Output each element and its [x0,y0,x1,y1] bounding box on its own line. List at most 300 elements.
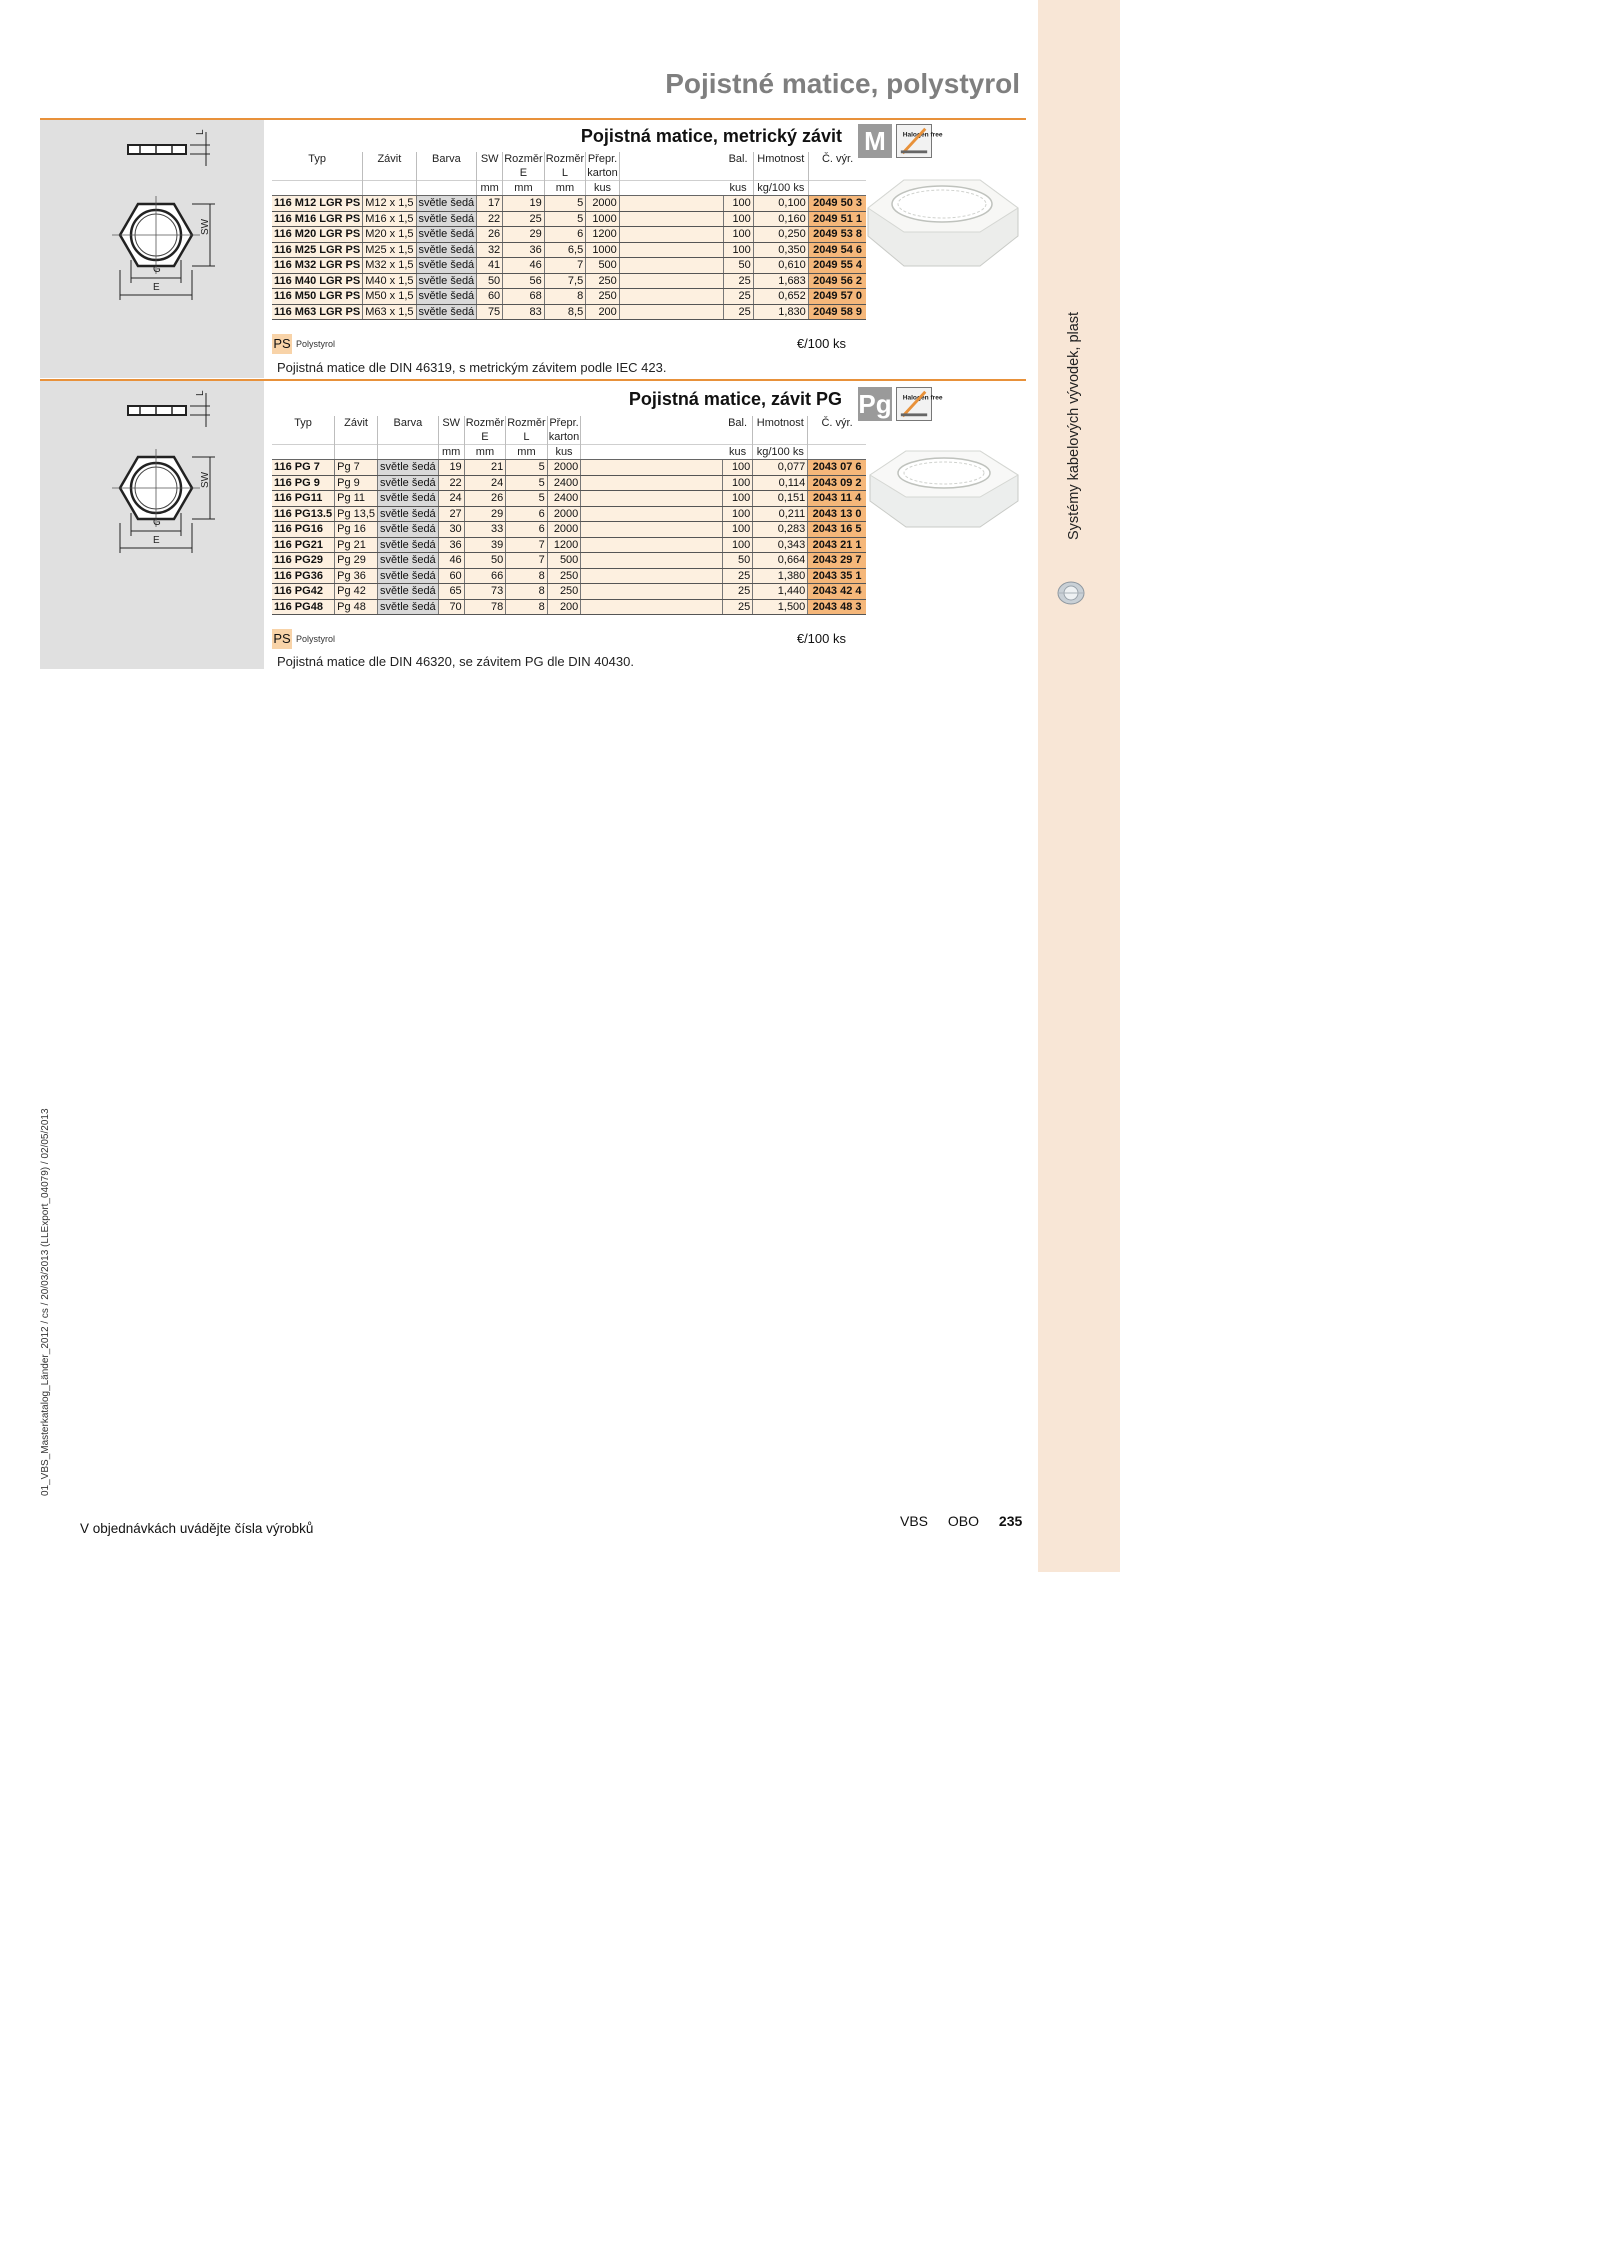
cell-cislo: 2043 09 2 [808,475,866,491]
material-name: Polystyrol [296,339,336,349]
cell-barva: světle šedá [416,304,477,320]
cell-typ: 116 PG48 [272,599,335,615]
cell-sw: 30 [438,522,464,538]
cell-bal: 100 [723,506,753,522]
cell-typ: 116 PG16 [272,522,335,538]
cell-sw: 24 [438,491,464,507]
col-rozmer-e-line2: E [481,431,489,443]
cell-karton: 2000 [547,506,581,522]
cell-cislo: 2043 13 0 [808,506,866,522]
cell-sw: 19 [438,460,464,476]
spec-table-pg [272,416,866,615]
cell-rozmer-l: 8,5 [544,304,586,320]
cell-hmotnost: 0,350 [753,242,808,258]
cell-karton: 500 [586,258,620,274]
cell-karton: 200 [547,599,581,615]
label-sw: SW [200,471,211,488]
cell-hmotnost: 1,440 [753,584,808,600]
cell-rozmer-l: 8 [506,568,548,584]
section-note: Pojistná matice dle DIN 46319, s metrickým závitem podle IEC 423. [277,360,667,375]
cell-barva: světle šedá [416,289,477,305]
cell-karton: 200 [586,304,620,320]
unit-cell [272,181,363,196]
cell-sw: 70 [438,599,464,615]
cell-blank [581,599,723,615]
cell-barva: světle šedá [378,491,439,507]
table-row [272,242,866,258]
col-karton-line1: Přepr. [549,417,579,429]
col-bal: Bal. [728,417,748,429]
label-e: E [153,535,160,546]
col-sw: SW [438,416,464,445]
cell-typ: 116 M25 LGR PS [272,242,363,258]
cell-hmotnost: 0,160 [753,211,808,227]
cell-rozmer-e: 19 [503,196,545,212]
col-rozmer-l [506,416,548,445]
table-row [272,506,866,522]
cell-rozmer-l: 6,5 [544,242,586,258]
col-rozmer-l [544,152,586,181]
cell-zavit: M20 x 1,5 [363,227,416,243]
cell-sw: 36 [438,537,464,553]
cell-karton: 2000 [547,460,581,476]
cell-typ: 116 PG29 [272,553,335,569]
col-hmotnost: Hmotnost [753,152,808,181]
cell-bal: 100 [723,242,753,258]
halogen-icon-text: Halogen free [902,394,943,402]
cell-karton: 250 [547,568,581,584]
cell-bal: 100 [723,537,753,553]
table-row [272,289,866,305]
unit-cell: kus [723,181,753,196]
col-rozmer-l-line2: L [561,167,569,179]
unit-cell: mm [438,445,464,460]
cell-barva: světle šedá [378,522,439,538]
cell-blank [581,537,723,553]
product-photo-metric [858,170,1026,278]
table-row [272,211,866,227]
cell-bal: 25 [723,273,753,289]
cell-zavit: M25 x 1,5 [363,242,416,258]
cell-hmotnost: 0,250 [753,227,808,243]
cell-typ: 116 M16 LGR PS [272,211,363,227]
cell-bal: 25 [723,304,753,320]
table-row [272,553,866,569]
cell-bal: 25 [723,584,753,600]
cell-barva: světle šedá [378,568,439,584]
side-strip [1038,0,1120,1572]
label-sw: SW [200,218,211,235]
cell-cislo: 2049 50 3 [808,196,866,212]
cell-bal: 25 [723,289,753,305]
cell-blank [581,522,723,538]
cell-karton: 250 [547,584,581,600]
cell-cislo: 2043 11 4 [808,491,866,507]
material-code: PS [272,629,292,649]
cell-hmotnost: 1,380 [753,568,808,584]
col-bal: Bal. [728,153,748,165]
cell-rozmer-e: 25 [503,211,545,227]
unit-cell: mm [506,445,548,460]
cell-sw: 75 [477,304,503,320]
cell-karton: 250 [586,289,620,305]
technical-drawing [40,120,264,378]
cell-zavit: Pg 13,5 [335,506,378,522]
cell-bal: 25 [723,568,753,584]
col-karton [547,416,581,445]
cell-rozmer-e: 21 [464,460,506,476]
cell-barva: světle šedá [416,211,477,227]
cell-rozmer-e: 33 [464,522,506,538]
unit-cell [619,181,723,196]
cell-rozmer-e: 50 [464,553,506,569]
cell-zavit: Pg 9 [335,475,378,491]
cell-rozmer-l: 5 [506,475,548,491]
cell-cislo: 2043 35 1 [808,568,866,584]
unit-cell: kus [547,445,581,460]
cell-rozmer-e: 56 [503,273,545,289]
label-l: L [195,390,206,396]
unit-cell [378,445,439,460]
cell-barva: světle šedá [416,227,477,243]
col-karton-line2: karton [548,431,580,443]
unit-cell: kg/100 ks [753,445,808,460]
cell-karton: 2000 [586,196,620,212]
col-rozmer-l-line2: L [523,431,530,443]
cell-typ: 116 M63 LGR PS [272,304,363,320]
cell-sw: 60 [438,568,464,584]
cell-karton: 2400 [547,491,581,507]
table-header-row [272,416,866,445]
cell-zavit: Pg 42 [335,584,378,600]
col-sw: SW [477,152,503,181]
cell-sw: 22 [477,211,503,227]
label-l: L [195,129,206,135]
cell-zavit: Pg 16 [335,522,378,538]
cell-bal: 25 [723,599,753,615]
thread-badge: Pg [858,389,892,419]
cell-zavit: Pg 21 [335,537,378,553]
cell-rozmer-e: 39 [464,537,506,553]
footer-right [900,1513,1022,1529]
col-cislo: Č. výr. [808,152,866,181]
cell-hmotnost: 0,610 [753,258,808,274]
section-pg [40,379,1026,671]
cell-blank [619,227,723,243]
col-rozmer-e-line1: Rozměr [504,153,543,165]
cell-blank [581,491,723,507]
cell-rozmer-e: 46 [503,258,545,274]
cell-sw: 46 [438,553,464,569]
cell-rozmer-l: 7,5 [544,273,586,289]
page-number: 235 [998,1513,1023,1529]
cell-blank [619,273,723,289]
price-unit: €/100 ks [796,336,846,351]
cell-cislo: 2043 42 4 [808,584,866,600]
cell-zavit: M40 x 1,5 [363,273,416,289]
col-cislo: Č. výr. [808,416,866,445]
cell-hmotnost: 0,211 [753,506,808,522]
cell-karton: 500 [547,553,581,569]
col-typ: Typ [308,153,326,165]
unit-cell [581,445,723,460]
cell-blank [581,553,723,569]
unit-cell [808,445,866,460]
cell-barva: světle šedá [416,242,477,258]
table-units-row [272,181,866,196]
cell-rozmer-l: 5 [544,196,586,212]
cell-rozmer-e: 29 [503,227,545,243]
unit-cell [335,445,378,460]
cell-barva: světle šedá [378,460,439,476]
table-row [272,227,866,243]
cell-rozmer-l: 6 [506,506,548,522]
cell-bal: 100 [723,475,753,491]
halogen-icon-text: Halogen free [902,131,943,139]
cell-cislo: 2043 21 1 [808,537,866,553]
cell-typ: 116 M40 LGR PS [272,273,363,289]
cell-zavit: Pg 11 [335,491,378,507]
cell-blank [581,475,723,491]
cell-blank [581,568,723,584]
cell-blank [619,289,723,305]
cell-typ: 116 PG 7 [272,460,335,476]
unit-cell [272,445,335,460]
cell-hmotnost: 0,664 [753,553,808,569]
cell-sw: 27 [438,506,464,522]
cell-karton: 1000 [586,211,620,227]
cell-rozmer-l: 5 [506,491,548,507]
table-row [272,273,866,289]
table-units-row [272,445,866,460]
table-row [272,537,866,553]
unit-cell: mm [503,181,545,196]
cell-blank [581,460,723,476]
col-zavit: Závit [363,152,416,181]
cell-rozmer-l: 8 [544,289,586,305]
unit-cell: mm [544,181,586,196]
cell-cislo: 2049 51 1 [808,211,866,227]
cell-typ: 116 M20 LGR PS [272,227,363,243]
cell-rozmer-e: 68 [503,289,545,305]
technical-drawing [40,381,264,669]
cell-hmotnost: 1,830 [753,304,808,320]
cell-hmotnost: 0,100 [753,196,808,212]
cell-zavit: M12 x 1,5 [363,196,416,212]
section-title: Pojistná matice, metrický závit [580,126,842,146]
cell-rozmer-l: 5 [544,211,586,227]
cell-karton: 1000 [586,242,620,258]
cell-sw: 41 [477,258,503,274]
cell-zavit: M16 x 1,5 [363,211,416,227]
cell-bal: 100 [723,522,753,538]
cell-barva: světle šedá [378,553,439,569]
cell-hmotnost: 1,500 [753,599,808,615]
cell-cislo: 2043 16 5 [808,522,866,538]
cell-cislo: 2049 57 0 [808,289,866,305]
cell-barva: světle šedá [416,258,477,274]
cell-karton: 1200 [586,227,620,243]
cell-typ: 116 PG11 [272,491,335,507]
material-row [272,334,846,354]
cell-hmotnost: 0,077 [753,460,808,476]
cell-sw: 60 [477,289,503,305]
cell-typ: 116 PG42 [272,584,335,600]
table-row [272,599,866,615]
cell-barva: světle šedá [378,537,439,553]
cell-rozmer-e: 83 [503,304,545,320]
halogen-free-icon [896,124,943,158]
cell-rozmer-e: 29 [464,506,506,522]
page-title: Pojistné matice, polystyrol [665,68,1020,99]
section-note: Pojistná matice dle DIN 46320, se závitem PG dle DIN 40430. [277,654,634,669]
cell-rozmer-e: 24 [464,475,506,491]
cell-bal: 50 [723,553,753,569]
cell-rozmer-e: 66 [464,568,506,584]
col-rozmer-e [503,152,545,181]
thread-badge: M [858,124,892,158]
cell-sw: 26 [477,227,503,243]
cell-bal: 100 [723,211,753,227]
cell-rozmer-e: 78 [464,599,506,615]
section-metric [40,118,1026,378]
cell-barva: světle šedá [378,599,439,615]
cell-rozmer-l: 7 [506,537,548,553]
cell-hmotnost: 0,114 [753,475,808,491]
gland-nut-icon [1056,580,1086,606]
cell-rozmer-e: 36 [503,242,545,258]
cell-bal: 100 [723,460,753,476]
col-blank [581,416,723,445]
cell-sw: 22 [438,475,464,491]
cell-typ: 116 PG36 [272,568,335,584]
cell-barva: světle šedá [378,584,439,600]
halogen-free-icon [896,387,943,421]
table-row [272,491,866,507]
table-row [272,475,866,491]
cell-karton: 1200 [547,537,581,553]
col-karton-line1: Přepr. [587,153,618,165]
cell-zavit: M63 x 1,5 [363,304,416,320]
col-rozmer-l-line1: Rozměr [545,153,585,165]
cell-sw: 32 [477,242,503,258]
cell-bal: 100 [723,196,753,212]
section-title: Pojistná matice, závit PG [628,389,842,409]
cell-barva: světle šedá [416,196,477,212]
table-row [272,304,866,320]
footer-note: V objednávkách uvádějte čísla výrobků [80,1521,314,1536]
cell-karton: 2400 [547,475,581,491]
price-unit: €/100 ks [796,631,846,646]
col-rozmer-e [464,416,506,445]
cell-typ: 116 PG21 [272,537,335,553]
cell-hmotnost: 0,283 [753,522,808,538]
cell-barva: světle šedá [378,475,439,491]
file-code: 01_VBS_Masterkatalog_Länder_2012 / cs / 20/03/2013 (LLExport_04079) / 02/05/2013 [40,1108,51,1496]
unit-cell: kus [586,181,620,196]
cell-bal: 50 [723,258,753,274]
material-code: PS [272,334,292,354]
nut-drawing-svg [40,381,264,669]
cell-rozmer-l: 7 [544,258,586,274]
cell-typ: 116 M50 LGR PS [272,289,363,305]
label-e: E [153,282,160,293]
table-row [272,460,866,476]
unit-cell [808,181,866,196]
col-typ: Typ [294,417,312,429]
cell-cislo: 2049 55 4 [808,258,866,274]
col-hmotnost: Hmotnost [753,416,808,445]
table-row [272,258,866,274]
cell-bal: 100 [723,227,753,243]
cell-blank [619,304,723,320]
cell-rozmer-l: 8 [506,599,548,615]
cell-blank [581,506,723,522]
cell-sw: 17 [477,196,503,212]
col-barva: Barva [378,416,439,445]
cell-barva: světle šedá [416,273,477,289]
unit-cell [363,181,416,196]
cell-hmotnost: 1,683 [753,273,808,289]
col-rozmer-e-line2: E [519,167,528,179]
table-body [272,196,866,320]
cell-cislo: 2043 07 6 [808,460,866,476]
cell-bal: 100 [723,491,753,507]
table-row [272,584,866,600]
cell-zavit: M32 x 1,5 [363,258,416,274]
cell-cislo: 2043 29 7 [808,553,866,569]
cell-blank [619,211,723,227]
cell-rozmer-l: 6 [544,227,586,243]
material-name: Polystyrol [296,634,336,644]
cell-blank [619,258,723,274]
label-g: G [153,264,161,275]
footer-brand-vbs: VBS [900,1513,929,1529]
cell-karton: 250 [586,273,620,289]
cell-blank [619,242,723,258]
col-karton [586,152,620,181]
cell-zavit: Pg 29 [335,553,378,569]
cell-rozmer-e: 73 [464,584,506,600]
cell-cislo: 2049 56 2 [808,273,866,289]
cell-hmotnost: 0,151 [753,491,808,507]
unit-cell: kus [723,445,753,460]
unit-cell [416,181,477,196]
cell-cislo: 2049 53 8 [808,227,866,243]
cell-cislo: 2049 58 9 [808,304,866,320]
product-photo-pg [862,443,1026,539]
cell-rozmer-e: 26 [464,491,506,507]
cell-sw: 50 [477,273,503,289]
cell-blank [581,584,723,600]
label-g: G [153,517,161,528]
spec-table-metric [272,152,866,320]
cell-cislo: 2049 54 6 [808,242,866,258]
cell-typ: 116 PG 9 [272,475,335,491]
cell-rozmer-l: 7 [506,553,548,569]
cell-zavit: Pg 36 [335,568,378,584]
table-row [272,196,866,212]
nut-drawing-svg [40,120,264,378]
cell-typ: 116 M12 LGR PS [272,196,363,212]
cell-rozmer-l: 5 [506,460,548,476]
table-header-row [272,152,866,181]
cell-karton: 2000 [547,522,581,538]
col-rozmer-l-line1: Rozměr [507,417,546,429]
cell-hmotnost: 0,652 [753,289,808,305]
side-label: Systémy kabelových vývodek, plast [1066,311,1082,540]
unit-cell: kg/100 ks [753,181,808,196]
